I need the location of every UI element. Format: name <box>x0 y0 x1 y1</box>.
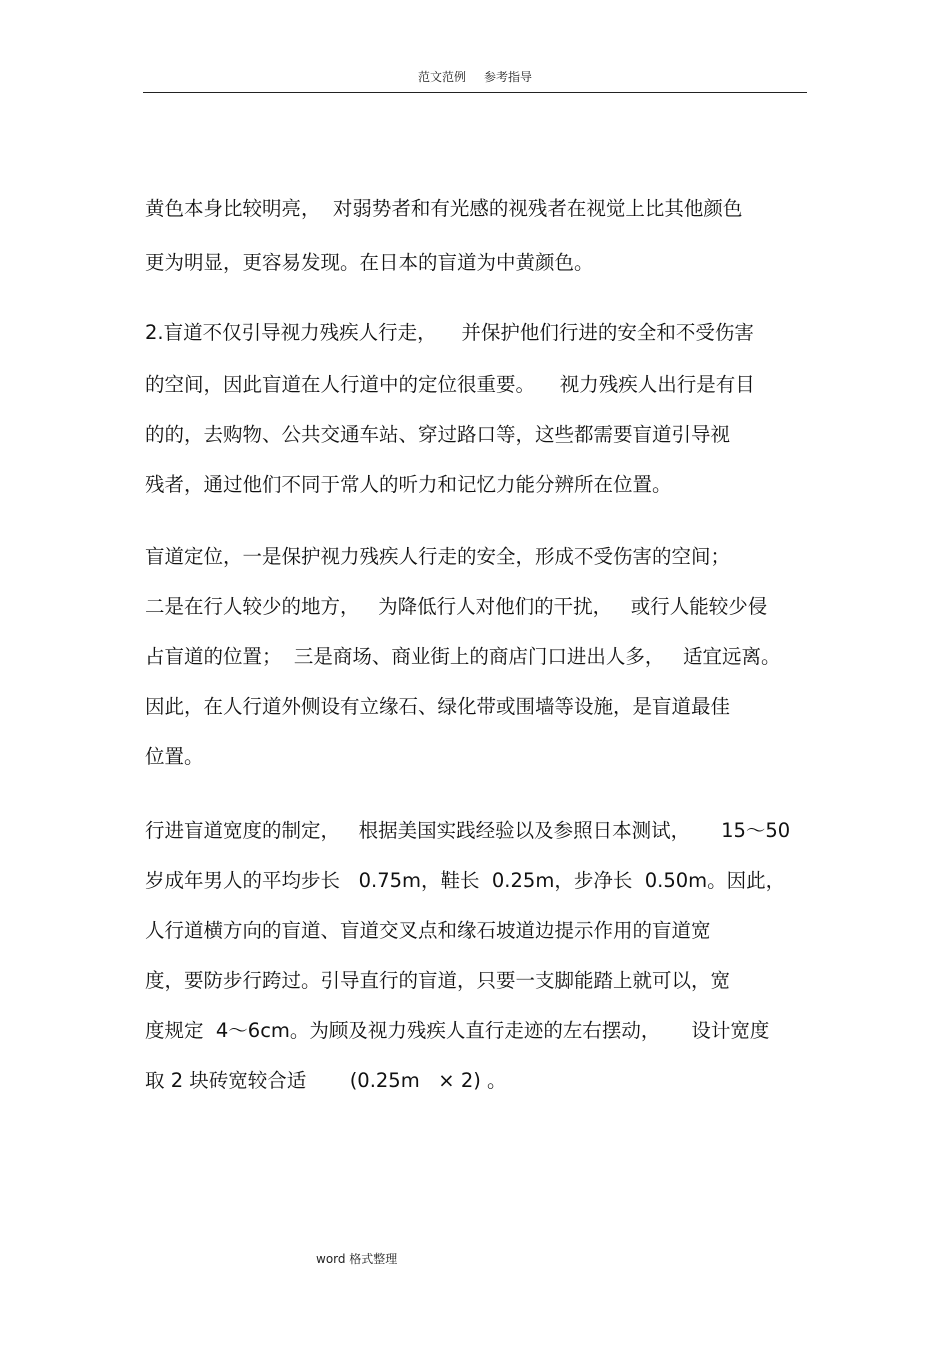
paragraph-2-line-3: 的的，去购物、公共交通车站、穿过路口等，这些都需要盲道引导视 <box>145 423 731 446</box>
paragraph-4-line-3: 人行道横方向的盲道、盲道交叉点和缘石坡道边提示作用的盲道宽 <box>145 919 711 942</box>
paragraph-4-line-4: 度，要防步行跨过。引导直行的盲道，只要一支脚能踏上就可以，宽 <box>145 969 731 992</box>
paragraph-3-line-2: 二是在行人较少的地方， 为降低行人对他们的干扰， 或行人能较少侵 <box>145 595 768 618</box>
paragraph-3-line-3: 占盲道的位置； 三是商场、商业街上的商店门口进出人多， 适宜远离。 <box>145 645 781 668</box>
paragraph-4-line-1: 行进盲道宽度的制定， 根据美国实践经验以及参照日本测试， 15～50 <box>145 819 791 842</box>
paragraph-2-line-2: 的空间，因此盲道在人行道中的定位很重要。 视力残疾人出行是有目 <box>145 373 755 396</box>
paragraph-3-line-1: 盲道定位，一是保护视力残疾人行走的安全，形成不受伤害的空间； <box>145 545 731 568</box>
paragraph-4-line-2: 岁成年男人的平均步长 0.75m，鞋长 0.25m，步净长 0.50m。因此， <box>145 869 786 892</box>
page-footer: word 格式整理 <box>316 1252 398 1266</box>
paragraph-2-line-4: 残者，通过他们不同于常人的听力和记忆力能分辨所在位置。 <box>145 473 672 496</box>
paragraph-1-line-1: 黄色本身比较明亮， 对弱势者和有光感的视残者在视觉上比其他颜色 <box>145 197 743 220</box>
header-left-text: 范文范例 <box>417 70 466 84</box>
page-header <box>143 68 807 93</box>
paragraph-3-line-4: 因此，在人行道外侧设有立缘石、绿化带或围墙等设施，是盲道最佳 <box>145 695 731 718</box>
paragraph-2-line-1: 2.盲道不仅引导视力残疾人行走， 并保护他们行进的安全和不受伤害 <box>145 321 754 344</box>
paragraph-4-line-6: 取 2 块砖宽较合适 (0.25m × 2) 。 <box>145 1069 507 1092</box>
paragraph-4-line-5: 度规定 4～6cm。为顾及视力残疾人直行走迹的左右摆动， 设计宽度 <box>145 1019 770 1042</box>
paragraph-1-line-2: 更为明显，更容易发现。在日本的盲道为中黄颜色。 <box>145 251 594 274</box>
header-right-text: 参考指导 <box>484 70 533 84</box>
paragraph-3-line-5: 位置。 <box>145 745 204 768</box>
